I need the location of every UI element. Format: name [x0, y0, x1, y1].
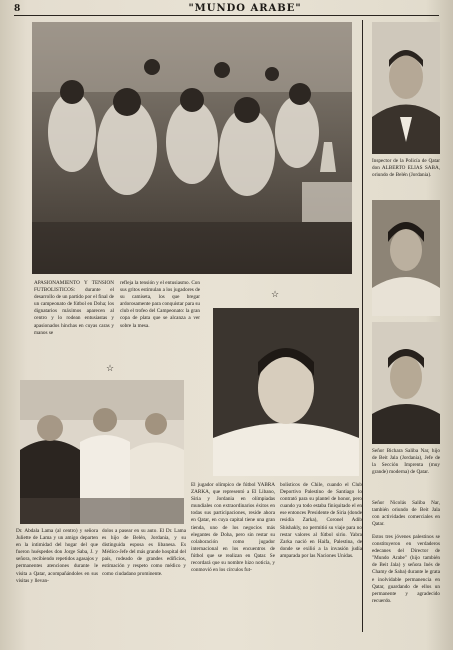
nicolas-caption: Señor Nicolás Saliba Nar, también oriundo de Beit Jala con actividades comerciales en Qatar. — [372, 500, 440, 528]
bichara-portrait-photo — [372, 200, 440, 316]
yabra-caption-col2: bolísticos de Chile, cuando el Club Deportivo Palestino de Santiago lo contrató para su plantel de honor, pero cuando ya todo estaba finiquitado el en ese entonces Presidente de Siria (donde residía Zarka), Coronel Adib Shishakly, no permitió su viaje para no restar valores al fútbol sirio. Yabra Zarka nació en Haifa, Palestina, de donde se exilió a la invasión judía amparada por las Naciones Unidas. — [280, 482, 362, 559]
yabra-caption-col1: El jugador olímpico de fútbol YABRA ZARKA, que representó a El Libano, Siria y Jordania en olímpiadas mundiales con extraordinarios éxitos en todas sus participaciones, reside ahora en Qatar, en cuya capital tiene una gran tienda, uno de los negocios más elegantes de Doha, pero sin restar su colaboración como jugador internacional en los encuentros de fútbol que se realizan en Qatar. Se recordará que su nombre hizo noticia, y conmovió en los círculos fut- — [191, 482, 275, 574]
yabra-portrait-photo — [213, 308, 359, 476]
nicolas-portrait-photo — [372, 322, 440, 444]
alberto-portrait-photo — [372, 22, 440, 154]
meeting-photo — [20, 380, 184, 524]
crowd-photo — [32, 22, 352, 274]
star-divider: ☆ — [270, 290, 280, 300]
header-rule — [14, 15, 439, 16]
star-divider: ☆ — [105, 364, 115, 374]
football-caption-left: APASIONAMIENTO Y TENSION FUTBOLISTICOS: durante el desarrollo de un partido por el final de un campeonato de fútbol en Doha; los dignatarios máximos aparecen al centro y lo rodean entusiastas y apasionados hinchas en cuyas caras y manos se — [34, 280, 114, 336]
meeting-caption-col2: dolos a pasear en su auto. El Dr. Lama es hijo de Belén, Jordania, y su distinguida esposa es libanesa. Es Médico-Jefe del más grande hospital del país, rodeado de grandes edificios, estimación y respeto como médico y como ciudadano prominente. — [102, 528, 186, 577]
football-caption-right: refleja la tensión y el entusiasmo. Con sus gritos estimulan a los jugadores de su camiseta, los que bregar ardorosamente para conquistar para su club el trofeo del Campeonato: la gran copa de plata que se alcanza a ver sobre la mesa. — [120, 280, 200, 329]
meeting-caption-col1: Dr. Abdala Lama (al centro) y señora Juliette de Lama y un amigo departen en la intimidad del hogar del que fueron huéspedes don Jorge Saba, J. y señora, recibiendo repetidos agasajos y permanentes atenciones durante le visita a Qatar, acompañándoles en sus visitas y llevan- — [16, 528, 98, 584]
bichara-caption: Señor Bichara Saliba Nar, hijo de Beit Jala (Jordania), Jefe de la Sección Imprenta (muy grande) moderna) de Qatar. — [372, 448, 440, 476]
magazine-title: "MUNDO ARABE" — [188, 3, 302, 14]
page-number: 8 — [14, 4, 21, 14]
alberto-caption: Inspector de la Policía de Qatar don ALBERTO ELIAS SABA, oriundo de Belén (Jordania). — [372, 158, 440, 179]
column-divider — [362, 20, 363, 632]
guests-caption: Estos tres jóvenes palestinos se constituyeron en verdaderos edecanes del Director de "Mundo Arabe" (hijo también de Beit Jala) y señora Inés de Chamy de Saba) durante le grata e inolvidable permanencia en Qatar, guardando de ellos un permanente y agradecido recuerdo. — [372, 534, 440, 604]
